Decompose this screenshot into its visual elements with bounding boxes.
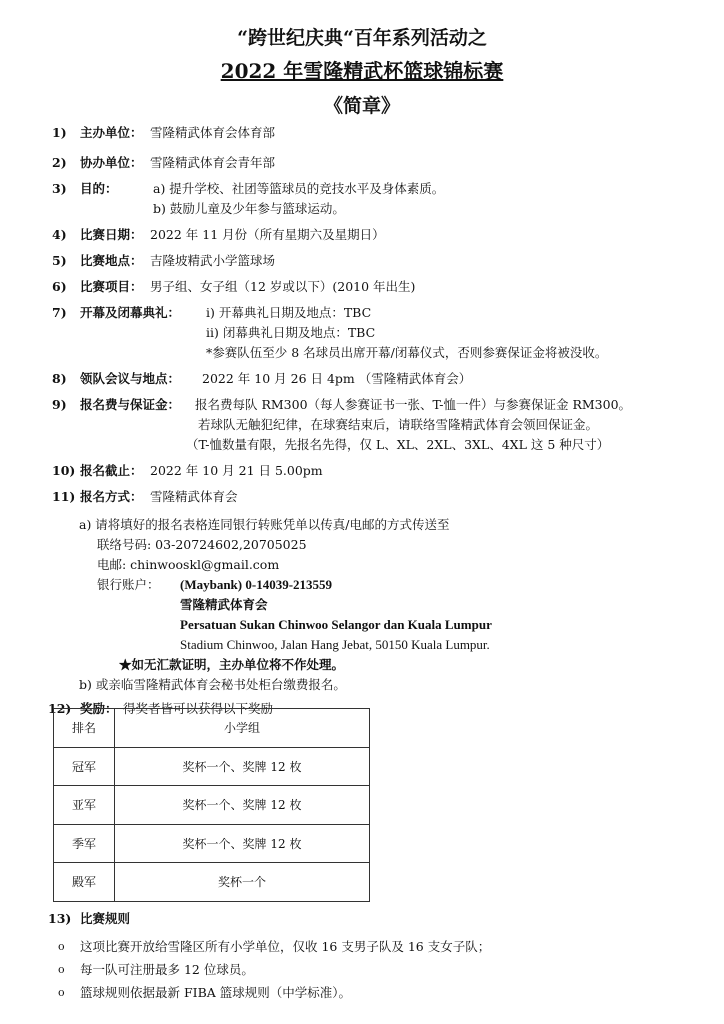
section-number: 10) (52, 463, 76, 478)
table-cell-prize: 奖杯一个、奖牌 12 枚 (115, 786, 370, 825)
section-number: 13) (48, 911, 72, 926)
section-item-a: a) 请将填好的报名表格连同银行转账凭单以传真/电邮的方式传送至 (79, 517, 450, 532)
section-label: 主办单位： (80, 125, 143, 140)
section-text: 雪隆精武体育会 (150, 489, 238, 504)
bank-account-name-my: Persatuan Sukan Chinwoo Selangor dan Kuala Lumpur (180, 617, 492, 632)
section-item-i: i) 开幕典礼日期及地点：TBC (206, 305, 372, 320)
section-text: 得奖者皆可以获得以下奖励 (123, 701, 274, 716)
table-cell-prize: 奖杯一个、奖牌 12 枚 (115, 824, 370, 863)
list-item: 这项比赛开放给雪隆区所有小学单位，仅收 16 支男子队及 16 支女子队； (80, 939, 491, 954)
section-text: 2022 年 10 月 21 日 5.00pm (150, 463, 323, 478)
table-row (54, 786, 370, 825)
section-label: 比赛地点： (80, 253, 143, 268)
table-cell-rank: 冠军 (54, 747, 115, 786)
section-number: 5) (52, 253, 67, 268)
section-number: 1) (52, 125, 67, 140)
section-number: 12) (48, 701, 72, 716)
awards-table (53, 708, 370, 902)
email-address: 电邮: chinwooskl@gmail.com (97, 557, 280, 572)
doc-title-line3: 《简章》 (323, 95, 400, 117)
table-row (54, 747, 370, 786)
section-label: 比赛项目： (80, 279, 143, 294)
table-cell-rank: 亚军 (54, 786, 115, 825)
bank-account-name-cn: 雪隆精武体育会 (180, 597, 268, 612)
table-row (54, 824, 370, 863)
section-text-line3: （T-恤数量有限，先报名先得，仅 L、XL、2XL、3XL、4XL 这 5 种尺寸） (186, 437, 610, 452)
section-number: 6) (52, 279, 67, 294)
section-item-b: b) 或亲临雪隆精武体育会秘书处柜台缴费报名。 (79, 677, 346, 692)
bank-address: Stadium Chinwoo, Jalan Hang Jebat, 50150 Kuala Lumpur. (180, 637, 490, 652)
section-label: 领队会议与地点： (80, 371, 181, 386)
section-number: 8) (52, 371, 67, 386)
section-label: 比赛规则 (80, 911, 131, 926)
section-label: 报名截止： (80, 463, 143, 478)
table-row (54, 863, 370, 902)
doc-title-line2: 2022 年雪隆精武杯篮球锦标赛 (220, 59, 504, 83)
table-cell-rank: 殿军 (54, 863, 115, 902)
section-text: 雪隆精武体育会青年部 (150, 155, 276, 170)
table-cell-prize: 奖杯一个 (115, 863, 370, 902)
table-cell-prize: 奖杯一个、奖牌 12 枚 (115, 747, 370, 786)
section-number: 2) (52, 155, 67, 170)
section-text-line2: 若球队无触犯纪律，在球赛结束后，请联络雪隆精武体育会领回保证金。 (198, 417, 599, 432)
table-header-cell: 排名 (54, 709, 115, 748)
section-number: 3) (52, 181, 67, 196)
section-label: 目的： (80, 181, 118, 196)
section-text: 男子组、女子组（12 岁或以下）(2010 年出生) (150, 279, 416, 294)
section-number: 9) (52, 397, 67, 412)
list-item: 每一队可注册最多 12 位球员。 (80, 962, 254, 977)
section-label: 协办单位： (80, 155, 143, 170)
section-label: 报名方式： (80, 489, 143, 504)
doc-title-line1: “跨世纪庆典“百年系列活动之 (237, 27, 487, 49)
section-label: 报名费与保证金： (80, 397, 181, 412)
section-label: 开幕及闭幕典礼： (80, 305, 181, 320)
section-item-a: a) 提升学校、社团等篮球员的竞技水平及身体素质。 (153, 181, 445, 196)
section-item-ii: ii) 闭幕典礼日期及地点：TBC (206, 325, 376, 340)
table-header-row (54, 709, 370, 748)
section-number: 4) (52, 227, 67, 242)
bank-label: 银行账户： (97, 577, 160, 592)
fax-number: 联络号码: 03-20724602,20705025 (97, 537, 307, 552)
section-item-b: b) 鼓励儿童及少年参与篮球运动。 (153, 201, 345, 216)
list-item: 篮球规则依据最新 FIBA 篮球规则（中学标准）。 (80, 985, 352, 1000)
bank-account-number: (Maybank) 0-14039-213559 (180, 577, 333, 592)
bullet-icon: o (58, 986, 65, 999)
table-header-cell: 小学组 (115, 709, 370, 748)
section-number: 7) (52, 305, 67, 320)
section-note: *参赛队伍至少 8 名球员出席开幕/闭幕仪式，否则参赛保证金将被没收。 (206, 345, 608, 360)
section-text: 雪隆精武体育会体育部 (150, 125, 276, 140)
section-number: 11) (52, 489, 76, 504)
section-text: 吉隆坡精武小学篮球场 (150, 253, 276, 268)
table-cell-rank: 季军 (54, 824, 115, 863)
section-text: 2022 年 10 月 26 日 4pm （雪隆精武体育会） (202, 371, 472, 386)
section-label: 比赛日期： (80, 227, 143, 242)
bullet-icon: o (58, 940, 65, 953)
section-label: 奖励： (80, 701, 118, 716)
remittance-warning: ★如无汇款证明，主办单位将不作处理。 (119, 657, 345, 672)
section-text: 报名费每队 RM300（每人参赛证书一张、T-恤一件）与参赛保证金 RM300。 (195, 397, 632, 412)
section-text: 2022 年 11 月份（所有星期六及星期日） (150, 227, 385, 242)
bullet-icon: o (58, 963, 65, 976)
